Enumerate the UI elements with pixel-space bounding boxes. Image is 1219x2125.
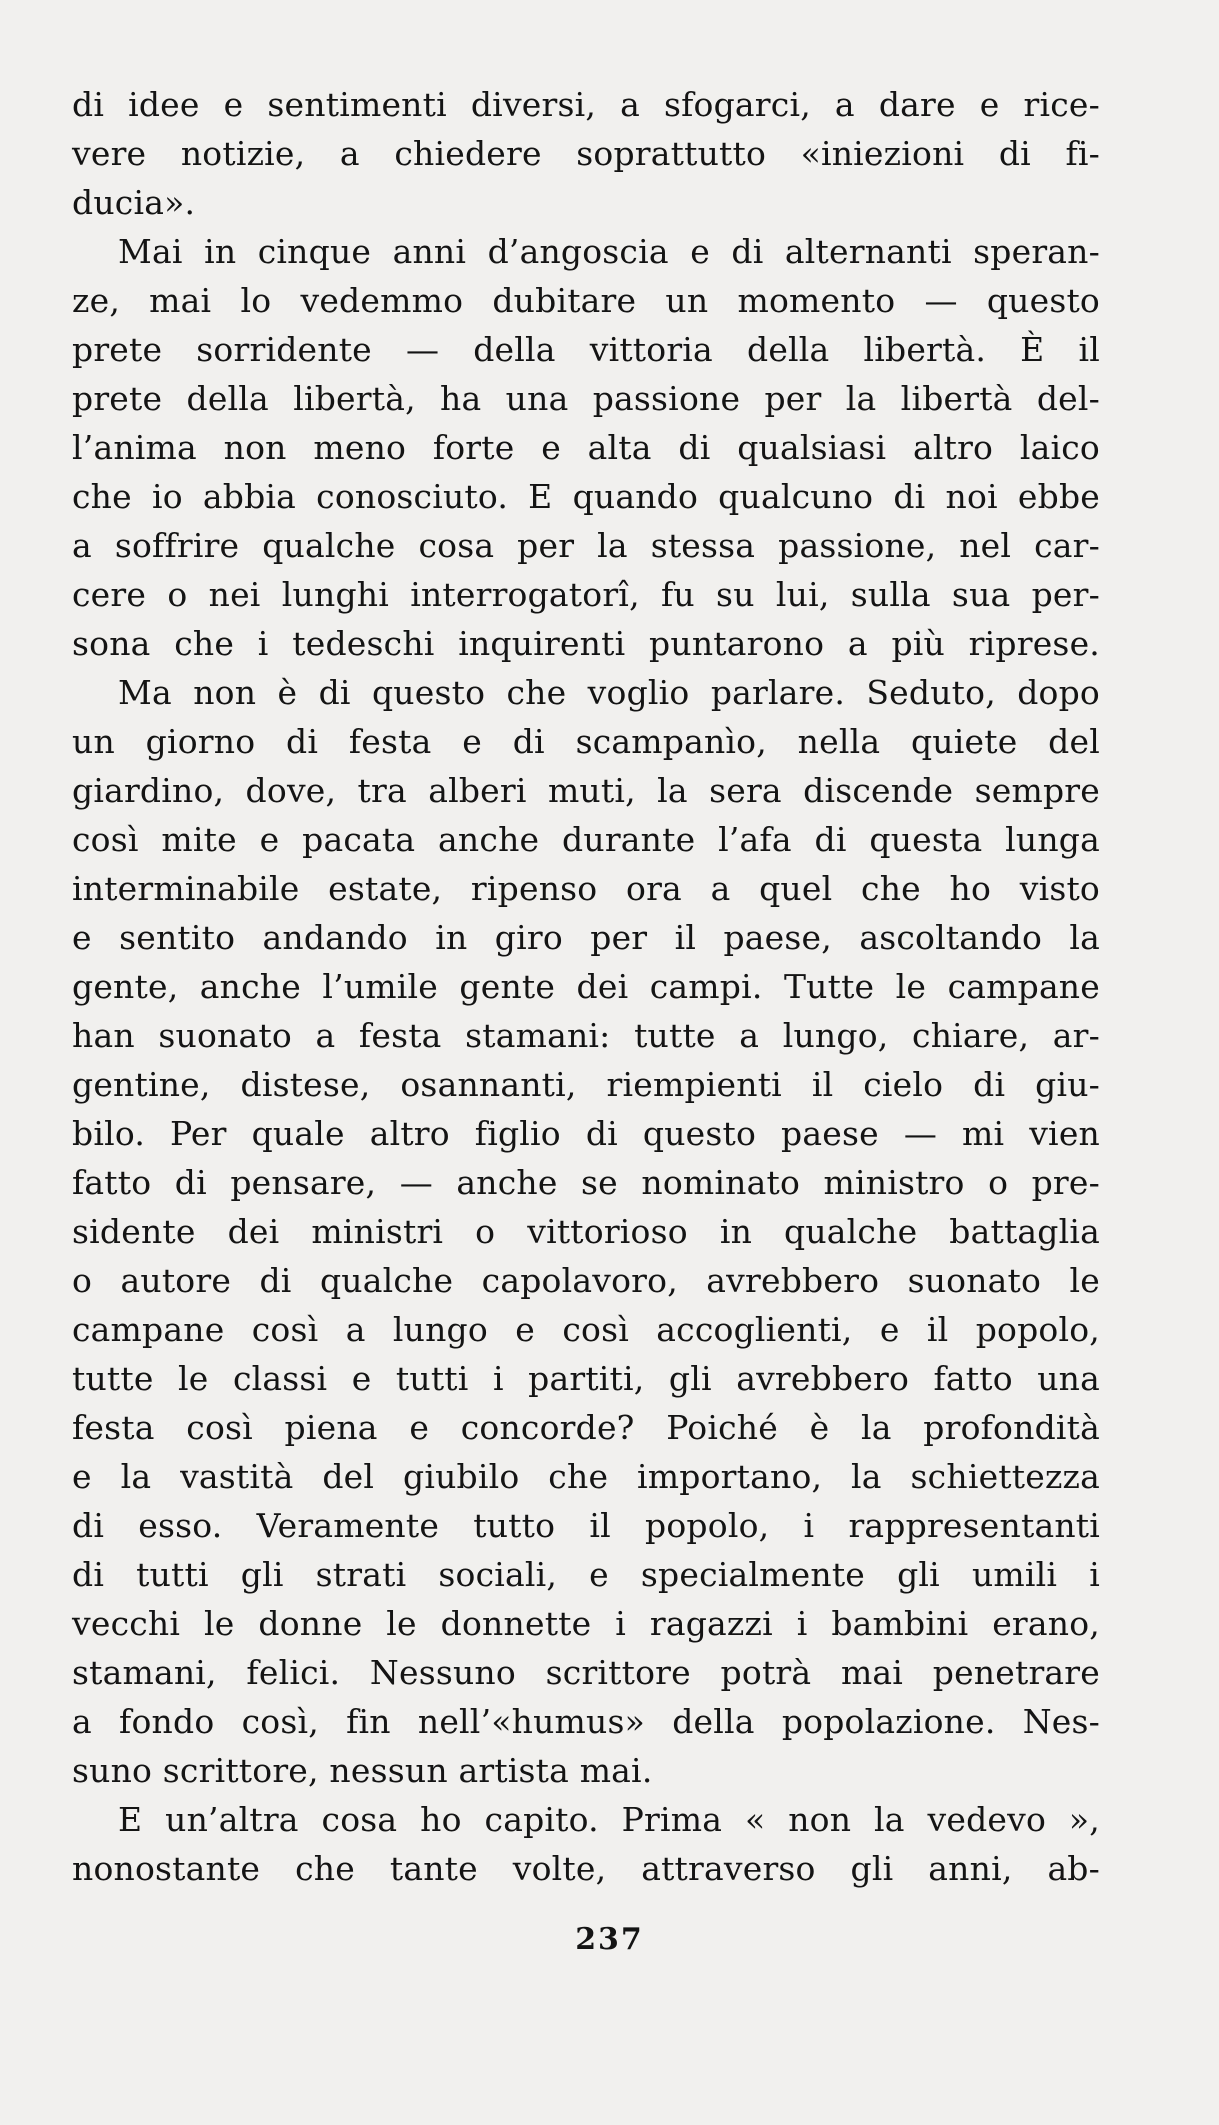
text-line: prete sorridente — della vittoria della libertà. È il [72, 330, 1100, 369]
text-line: a fondo così, fin nell’«humus» della popolazione. Nes- [72, 1702, 1100, 1741]
text-line: a soffrire qualche cosa per la stessa passione, nel car- [72, 526, 1100, 565]
text-line: e sentito andando in giro per il paese, ascoltando la [72, 918, 1100, 957]
body-text [72, 80, 1100, 1893]
text-line: vecchi le donne le donnette i ragazzi i bambini erano, [72, 1604, 1100, 1643]
text-line: Mai in cinque anni d’angoscia e di alternanti speran- [118, 232, 1100, 271]
text-line: ze, mai lo vedemmo dubitare un momento — questo [72, 281, 1100, 320]
text-line: suno scrittore, nessun artista mai. [72, 1751, 653, 1790]
text-line: di tutti gli strati sociali, e specialmente gli umili i [72, 1555, 1100, 1594]
text-line: E un’altra cosa ho capito. Prima « non la vedevo », [118, 1800, 1100, 1839]
text-line: sona che i tedeschi inquirenti puntarono a più riprese. [72, 624, 1100, 663]
text-line: di esso. Veramente tutto il popolo, i rappresentanti [72, 1506, 1100, 1545]
text-line: Ma non è di questo che voglio parlare. Seduto, dopo [118, 673, 1100, 712]
text-line: prete della libertà, ha una passione per la libertà del- [72, 379, 1100, 418]
text-line: così mite e pacata anche durante l’afa di questa lunga [72, 820, 1100, 859]
text-line: che io abbia conosciuto. E quando qualcuno di noi ebbe [72, 477, 1100, 516]
text-line: o autore di qualche capolavoro, avrebbero suonato le [72, 1261, 1100, 1300]
text-line: bilo. Per quale altro figlio di questo paese — mi vien [72, 1114, 1100, 1153]
text-line: vere notizie, a chiedere soprattutto «iniezioni di fi- [72, 134, 1100, 173]
text-line: nonostante che tante volte, attraverso gli anni, ab- [72, 1849, 1100, 1888]
text-line: interminabile estate, ripenso ora a quel che ho visto [72, 869, 1100, 908]
text-line: gente, anche l’umile gente dei campi. Tutte le campane [72, 967, 1100, 1006]
text-line: stamani, felici. Nessuno scrittore potrà mai penetrare [72, 1653, 1100, 1692]
text-line: ducia». [72, 183, 196, 222]
text-line: festa così piena e concorde? Poiché è la profondità [72, 1408, 1100, 1447]
text-line: tutte le classi e tutti i partiti, gli avrebbero fatto una [72, 1359, 1100, 1398]
text-line: giardino, dove, tra alberi muti, la sera discende sempre [72, 771, 1100, 810]
text-line: un giorno di festa e di scampanìo, nella quiete del [72, 722, 1100, 761]
text-line: fatto di pensare, — anche se nominato ministro o pre- [72, 1163, 1100, 1202]
text-line: sidente dei ministri o vittorioso in qualche battaglia [72, 1212, 1100, 1251]
text-line: e la vastità del giubilo che importano, la schiettezza [72, 1457, 1100, 1496]
page-number: 237 [575, 1922, 644, 1957]
text-line: campane così a lungo e così accoglienti, e il popolo, [72, 1310, 1100, 1349]
text-line: han suonato a festa stamani: tutte a lungo, chiare, ar- [72, 1016, 1100, 1055]
text-line: cere o nei lunghi interrogatorî, fu su lui, sulla sua per- [72, 575, 1100, 614]
text-line: gentine, distese, osannanti, riempienti il cielo di giu- [72, 1065, 1100, 1104]
text-line: l’anima non meno forte e alta di qualsiasi altro laico [72, 428, 1100, 467]
text-line: di idee e sentimenti diversi, a sfogarci, a dare e rice- [72, 85, 1100, 124]
